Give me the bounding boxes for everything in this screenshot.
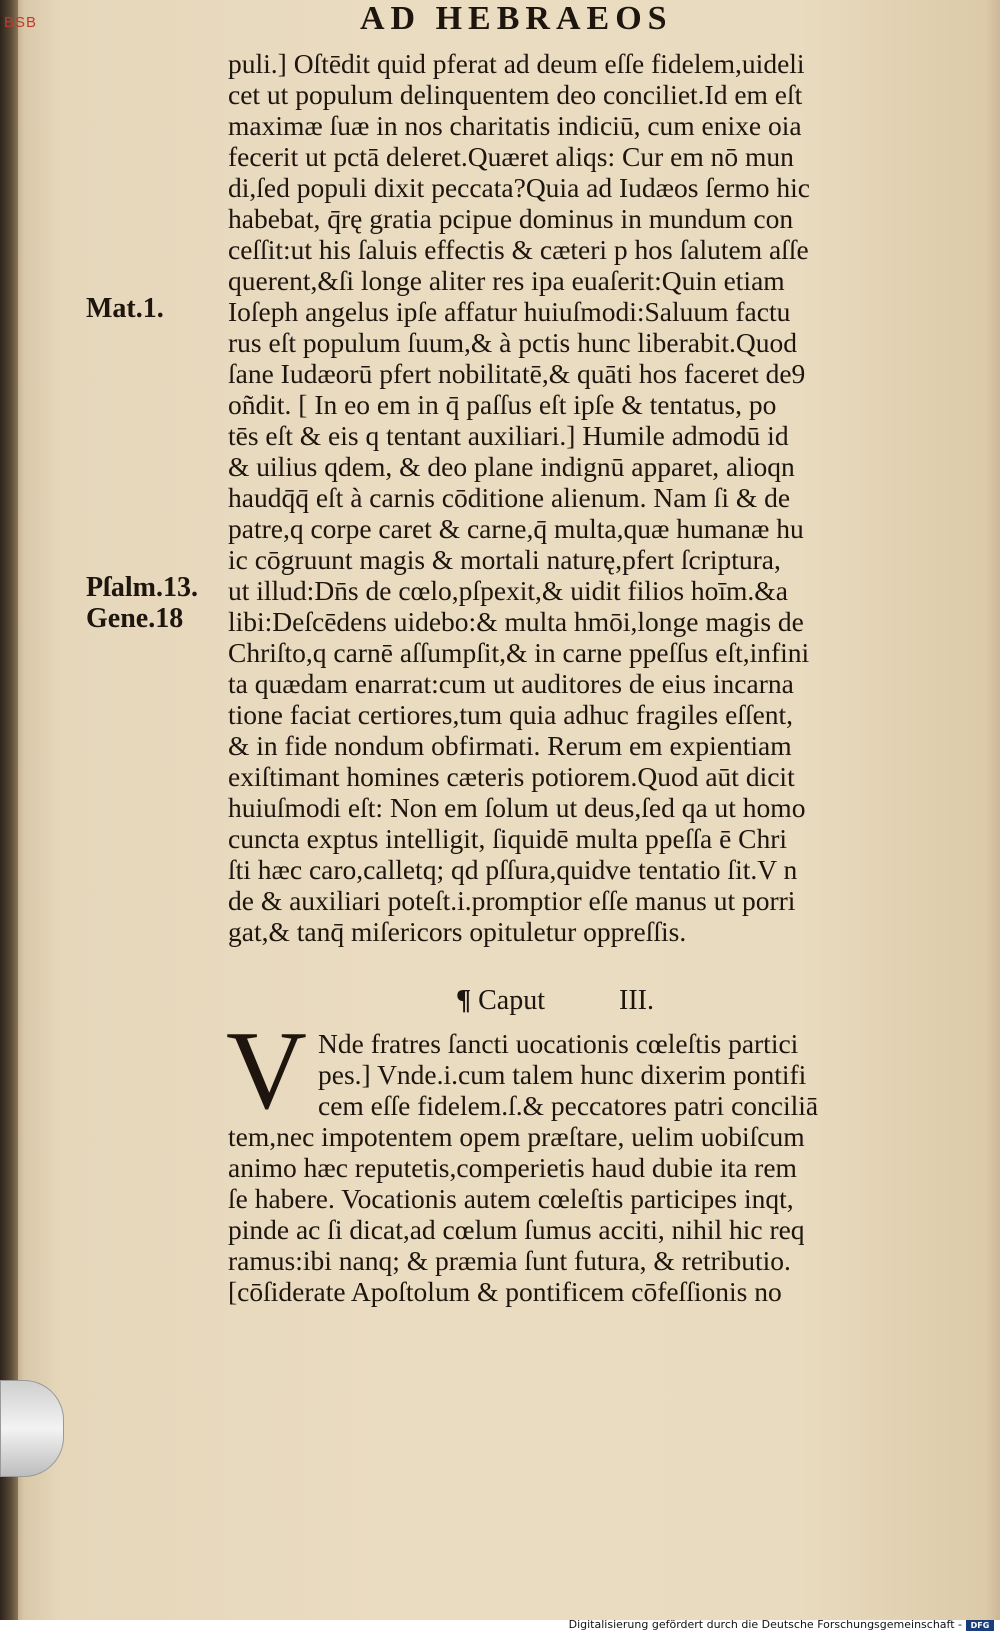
text-line: tem,nec impotentem opem præſtare, uelim uobiſcum	[228, 1121, 805, 1152]
footer-credit: Digitalisierung gefördert durch die Deutsche Forschungsgemeinschaft -	[568, 1618, 962, 1631]
text-line: ſane Iudæorū pfert nobilitatē,& quāti hos faceret de9	[228, 358, 806, 389]
text-line: cet ut populum delinquentem deo conciliet.Id em eſt	[228, 79, 803, 110]
text-line: gat,& tanq̄ miſericors opituletur oppreſſis.	[228, 916, 687, 947]
text-line: huiuſmodi eſt: Non em ſolum ut deus,ſed qa ut homo	[228, 792, 806, 823]
dfg-logo-icon: DFG	[966, 1620, 994, 1631]
text-line: fecerit ut pctā deleret.Quæret aliqs: Cur em nō mun	[228, 141, 794, 172]
text-line: maximæ ſuæ in nos charitatis indiciū, cum enixe oia	[228, 110, 802, 141]
library-mark: BSB	[4, 14, 38, 31]
pilcrow-icon: ¶	[456, 985, 472, 1016]
text-line: pes.] Vnde.i.cum talem hunc dixerim pontifi	[318, 1059, 807, 1090]
running-head: AD HEBRAEOS	[360, 0, 673, 37]
text-line: ſe habere. Vocationis autem cœleſtis participes inqt,	[228, 1183, 794, 1214]
text-line: oñdit. [ In eo em in q̄ paſſus eſt ipſe & tentatus, po	[228, 389, 777, 420]
footer-bar	[0, 1620, 1000, 1633]
initial-letter: V	[226, 1009, 307, 1133]
chapter-heading	[456, 985, 654, 1017]
book-spine	[0, 0, 18, 1620]
chapter-number: III.	[619, 985, 654, 1016]
text-line: ta quædam enarrat:cum ut auditores de eius incarna	[228, 668, 794, 699]
margin-note: Pſalm.13.	[86, 572, 198, 603]
text-line: ceſſit:ut his ſaluis effectis & cæteri p hos ſalutem aſſe	[228, 234, 809, 265]
text-line: haudq̄q̄ eſt à carnis cōditione alienum. Nam ſi & de	[228, 482, 791, 513]
chapter-title: Caput	[478, 985, 546, 1016]
text-line: pinde ac ſi dicat,ad cœlum ſumus acciti, nihil hic req	[228, 1214, 805, 1245]
text-line: ramus:ibi nanq; & præmia ſunt futura, & retributio.	[228, 1245, 791, 1276]
text-line: puli.] Oſtēdit quid pferat ad deum eſſe fidelem,uideli	[228, 48, 805, 79]
text-line: Ioſeph angelus ipſe affatur huiuſmodi:Saluum factu	[228, 296, 791, 327]
text-line: cuncta exptus intelligit, ſiquidē multa ppeſſa ē Chri	[228, 823, 788, 854]
page-clip	[0, 1380, 64, 1477]
text-line: ic cōgruunt magis & mortali naturę,pfert ſcriptura,	[228, 544, 781, 575]
text-line: de & auxiliari poteſt.i.promptior eſſe manus ut porri	[228, 885, 796, 916]
text-line: Nde fratres ſancti uocationis cœleſtis partici	[318, 1028, 799, 1059]
text-line: libi:Deſcēdens uidebo:& multa hmōi,longe magis de	[228, 606, 804, 637]
text-line: ut illud:Dn̄s de cœlo,pſpexit,& uidit filios hoīm.&a	[228, 575, 788, 606]
margin-note: Mat.1.	[86, 293, 164, 324]
text-line: exiſtimant homines cæteris potiorem.Quod aūt dicit	[228, 761, 795, 792]
margin-note: Gene.18	[86, 603, 184, 634]
text-line: & in fide nondum obfirmati. Rerum em expientiam	[228, 730, 792, 761]
text-line: ſti hæc caro,calletq; qd pſſura,quidve tentatio ſit.V n	[228, 854, 798, 885]
text-line: patre,q corpe caret & carne,q̄ multa,quæ humanæ hu	[228, 513, 804, 544]
text-line: tione faciat certiores,tum quia adhuc fragiles eſſent,	[228, 699, 794, 730]
text-line: cem eſſe fidelem.ſ.& peccatores patri conciliā	[318, 1090, 819, 1121]
text-line: animo hæc reputetis,comperietis haud dubie ita rem	[228, 1152, 797, 1183]
text-line: [cōſiderate Apoſtolum & pontificem cōfeſſionis no	[228, 1276, 782, 1307]
text-line: tēs eſt & eis q tentant auxiliari.] Humile admodū id	[228, 420, 789, 451]
text-line: & uilius qdem, & deo plane indignū apparet, alioqn	[228, 451, 795, 482]
text-line: querent,&ſi longe aliter res ipa euaſerit:Quin etiam	[228, 265, 785, 296]
text-line: di,ſed populi dixit peccata?Quia ad Iudæos ſermo hic	[228, 172, 810, 203]
text-line: habebat, q̄rę gratia pcipue dominus in mundum con	[228, 203, 794, 234]
text-line: Chriſto,q carnē aſſumpſit,& in carne ppeſſus eſt,infini	[228, 637, 810, 668]
text-line: rus eſt populum ſuum,& à pctis hunc liberabit.Quod	[228, 327, 798, 358]
